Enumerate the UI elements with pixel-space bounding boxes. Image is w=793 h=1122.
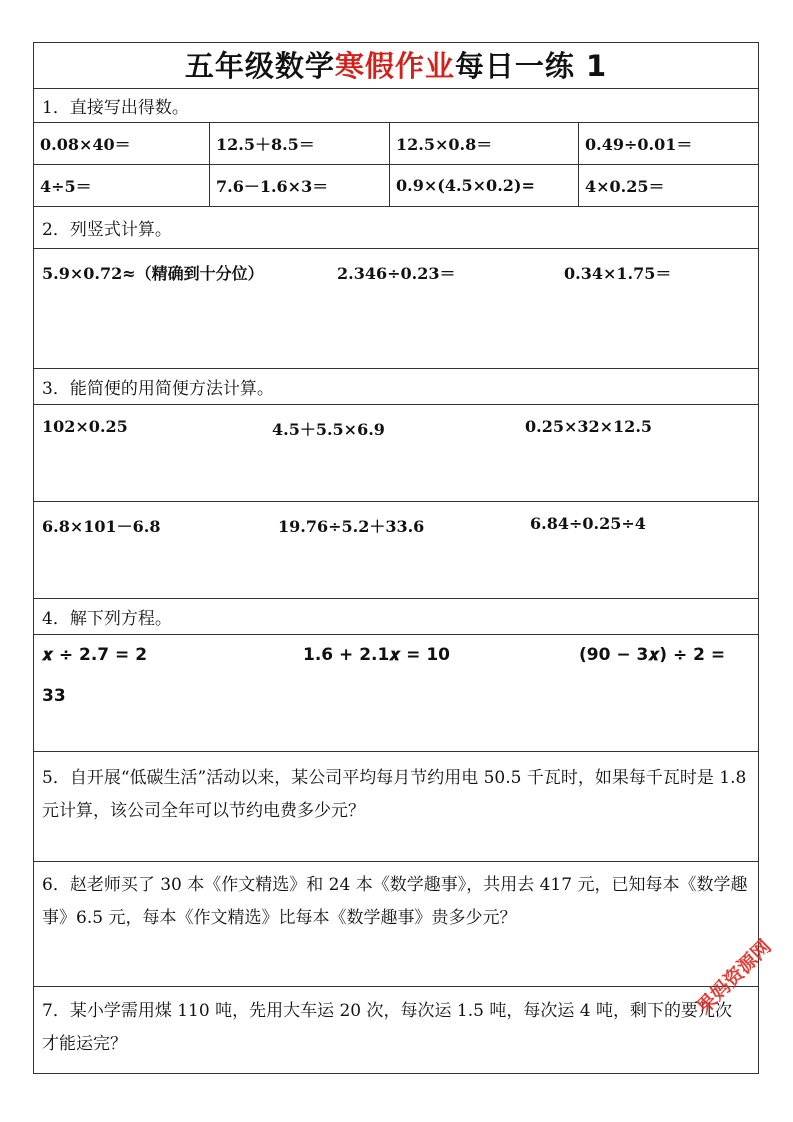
worksheet: [33, 42, 759, 1074]
q6-text: 6．赵老师买了 30 本《作文精选》和 24 本《数学趣事》，共用去 417 元，已知每本《数学趣事》6.5 元，每本《作文精选》比每本《数学趣事》贵多少元？: [42, 875, 748, 928]
q3-heading: 3．能简便的用简便方法计算。: [34, 369, 758, 405]
q4-heading: 4．解下列方程。: [34, 599, 758, 635]
q1-cell: 0.08×40＝: [34, 123, 210, 164]
q1-heading: 1．直接写出得数。: [34, 89, 758, 123]
q1-row-2: [34, 165, 758, 207]
page-title: [34, 43, 758, 89]
q3-item: 4.5＋5.5×6.9: [272, 420, 385, 439]
title-part-highlight: 寒假作业: [334, 49, 455, 83]
q3-row-1: [34, 405, 758, 502]
q5-block: [34, 752, 758, 862]
q1-cell: 0.49÷0.01＝: [585, 135, 693, 154]
q4-equation: 1.6 + 2.1𝒙 = 10: [303, 645, 450, 665]
watermark: 果妈资源网: [692, 935, 776, 1019]
q1-cell: 12.5＋8.5＝: [210, 123, 390, 164]
q1-cell: 4×0.25＝: [585, 177, 665, 196]
q2-item: 2.346÷0.23＝: [337, 264, 456, 283]
q3-item: 6.8×101－6.8: [42, 517, 161, 536]
q1-cell: 4÷5＝: [34, 165, 210, 206]
q3-item: 6.84÷0.25÷4: [530, 514, 646, 533]
q2-item: 0.34×1.75＝: [564, 264, 672, 283]
title-part-3: 每日一练 1: [454, 49, 608, 83]
q3-item: 19.76÷5.2＋33.6: [278, 517, 425, 536]
q5-text: 5．自开展“低碳生活”活动以来，某公司平均每月节约用电 50.5 千瓦时，如果每千瓦时是 1.8 元计算，该公司全年可以节约电费多少元？: [42, 768, 747, 821]
q1-row-1: [34, 123, 758, 165]
q2-heading: 2．列竖式计算。: [34, 207, 758, 249]
q4-work-area: [34, 635, 758, 752]
q7-text: 7．某小学需用煤 110 吨，先用大车运 20 次，每次运 1.5 吨，每次运 4 吨，剩下的要几次才能运完？: [42, 1001, 732, 1054]
q2-work-area: [34, 249, 758, 369]
q1-cell: 0.9×(4.5×0.2)=: [390, 165, 579, 206]
q3-row-2: [34, 502, 758, 599]
q1-cell: 7.6－1.6×3＝: [210, 165, 390, 206]
q6-block: [34, 862, 758, 987]
q2-item: 5.9×0.72≈（精确到十分位）: [42, 264, 264, 283]
q3-item: 0.25×32×12.5: [525, 417, 653, 436]
q1-cell: 12.5×0.8＝: [390, 123, 579, 164]
q4-equation: 𝒙 ÷ 2.7 = 2: [42, 645, 148, 665]
q4-equation: (90 − 3𝒙) ÷ 2 =: [579, 645, 726, 665]
q7-block: [34, 987, 758, 1073]
q3-item: 102×0.25: [42, 417, 128, 436]
q4-equation-continuation: 33: [42, 686, 66, 706]
title-part-1: 五年级数学: [184, 49, 335, 83]
